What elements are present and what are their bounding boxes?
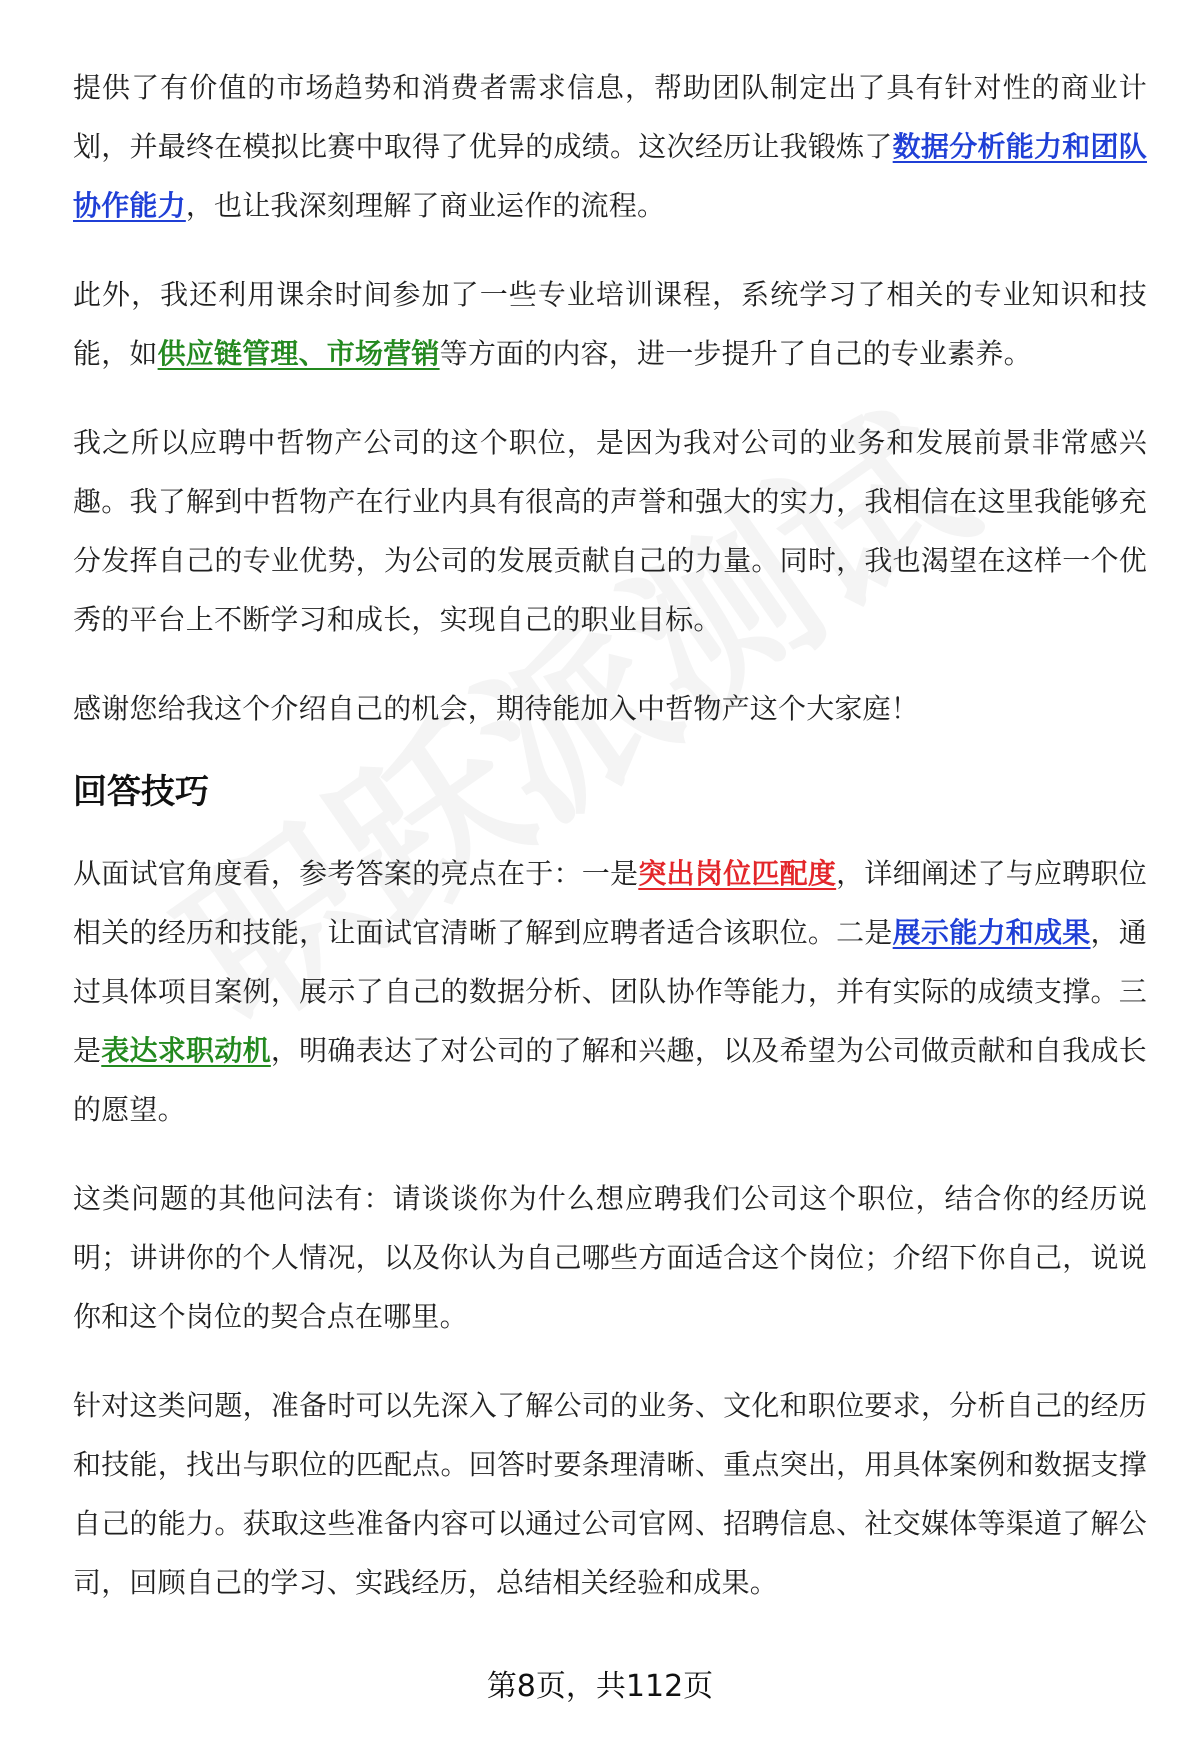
paragraph-text: 此外，我还利用课余时间参加了一些专业培训课程，系统学习了相关的专业知识和技能，如 (73, 278, 1147, 370)
paragraph-text: 从面试官角度看，参考答案的亮点在于：一是 (73, 857, 639, 890)
paragraph-text: 我之所以应聘中哲物产公司的这个职位，是因为我对公司的业务和发展前景非常感兴趣。我了解到中哲物产在行业内具有很高的声誉和强大的实力，我相信在这里我能够充分发挥自己的专业优势，为公司的发展贡献自己的力量。同时，我也渴望在这样一个优秀的平台上不断学习和成长，实现自己的职业目标。 (73, 426, 1147, 636)
highlight-blue: 展示能力和成果 (892, 916, 1091, 949)
highlight-green: 供应链管理、市场营销 (157, 337, 440, 370)
section-heading: 回答技巧 (73, 772, 209, 812)
paragraph (73, 265, 1147, 383)
paragraph-text: 等方面的内容，进一步提升了自己的专业素养。 (439, 337, 1032, 370)
paragraph-text: 针对这类问题，准备时可以先深入了解公司的业务、文化和职位要求，分析自己的经历和技能，找出与职位的匹配点。回答时要条理清晰、重点突出，用具体案例和数据支撑自己的能力。获取这些准备内容可以通过公司官网、招聘信息、社交媒体等渠道了解公司，回顾自己的学习、实践经历，总结相关经验和成果。 (73, 1389, 1147, 1599)
paragraph-text: ，详细阐述了与应聘职位相关的经历和技能，让面试官清晰了解到应聘者适合该职位。二是 (73, 857, 1147, 949)
page-footer: 第8页，共112页 (486, 1669, 714, 1704)
intro-body (73, 58, 1147, 738)
paragraph (73, 679, 1147, 738)
paragraph (73, 1169, 1147, 1346)
highlight-blue: 数据分析能力和团队协作能力 (73, 130, 1147, 222)
paragraph-text: 这类问题的其他问法有：请谈谈你为什么想应聘我们公司这个职位，结合你的经历说明；讲讲你的个人情况，以及你认为自己哪些方面适合这个岗位；介绍下你自己，说说你和这个岗位的契合点在哪里。 (73, 1182, 1147, 1333)
tips-body (73, 844, 1147, 1612)
paragraph-text: 感谢您给我这个介绍自己的机会，期待能加入中哲物产这个大家庭！ (73, 692, 920, 725)
paragraph (73, 413, 1147, 649)
paragraph (73, 1376, 1147, 1612)
paragraph (73, 58, 1147, 235)
paragraph (73, 844, 1147, 1139)
paragraph-text: ，明确表达了对公司的了解和兴趣，以及希望为公司做贡献和自我成长的愿望。 (73, 1034, 1147, 1126)
paragraph-text: ，通过具体项目案例，展示了自己的数据分析、团队协作等能力，并有实际的成绩支撑。三是 (73, 916, 1147, 1067)
paragraph-text: ，也让我深刻理解了商业运作的流程。 (185, 189, 666, 222)
page-content (73, 58, 1147, 1642)
highlight-red: 突出岗位匹配度 (638, 857, 837, 890)
highlight-green: 表达求职动机 (101, 1034, 271, 1067)
paragraph-text: 提供了有价值的市场趋势和消费者需求信息，帮助团队制定出了具有针对性的商业计划，并最终在模拟比赛中取得了优异的成绩。这次经历让我锻炼了 (73, 71, 1147, 163)
